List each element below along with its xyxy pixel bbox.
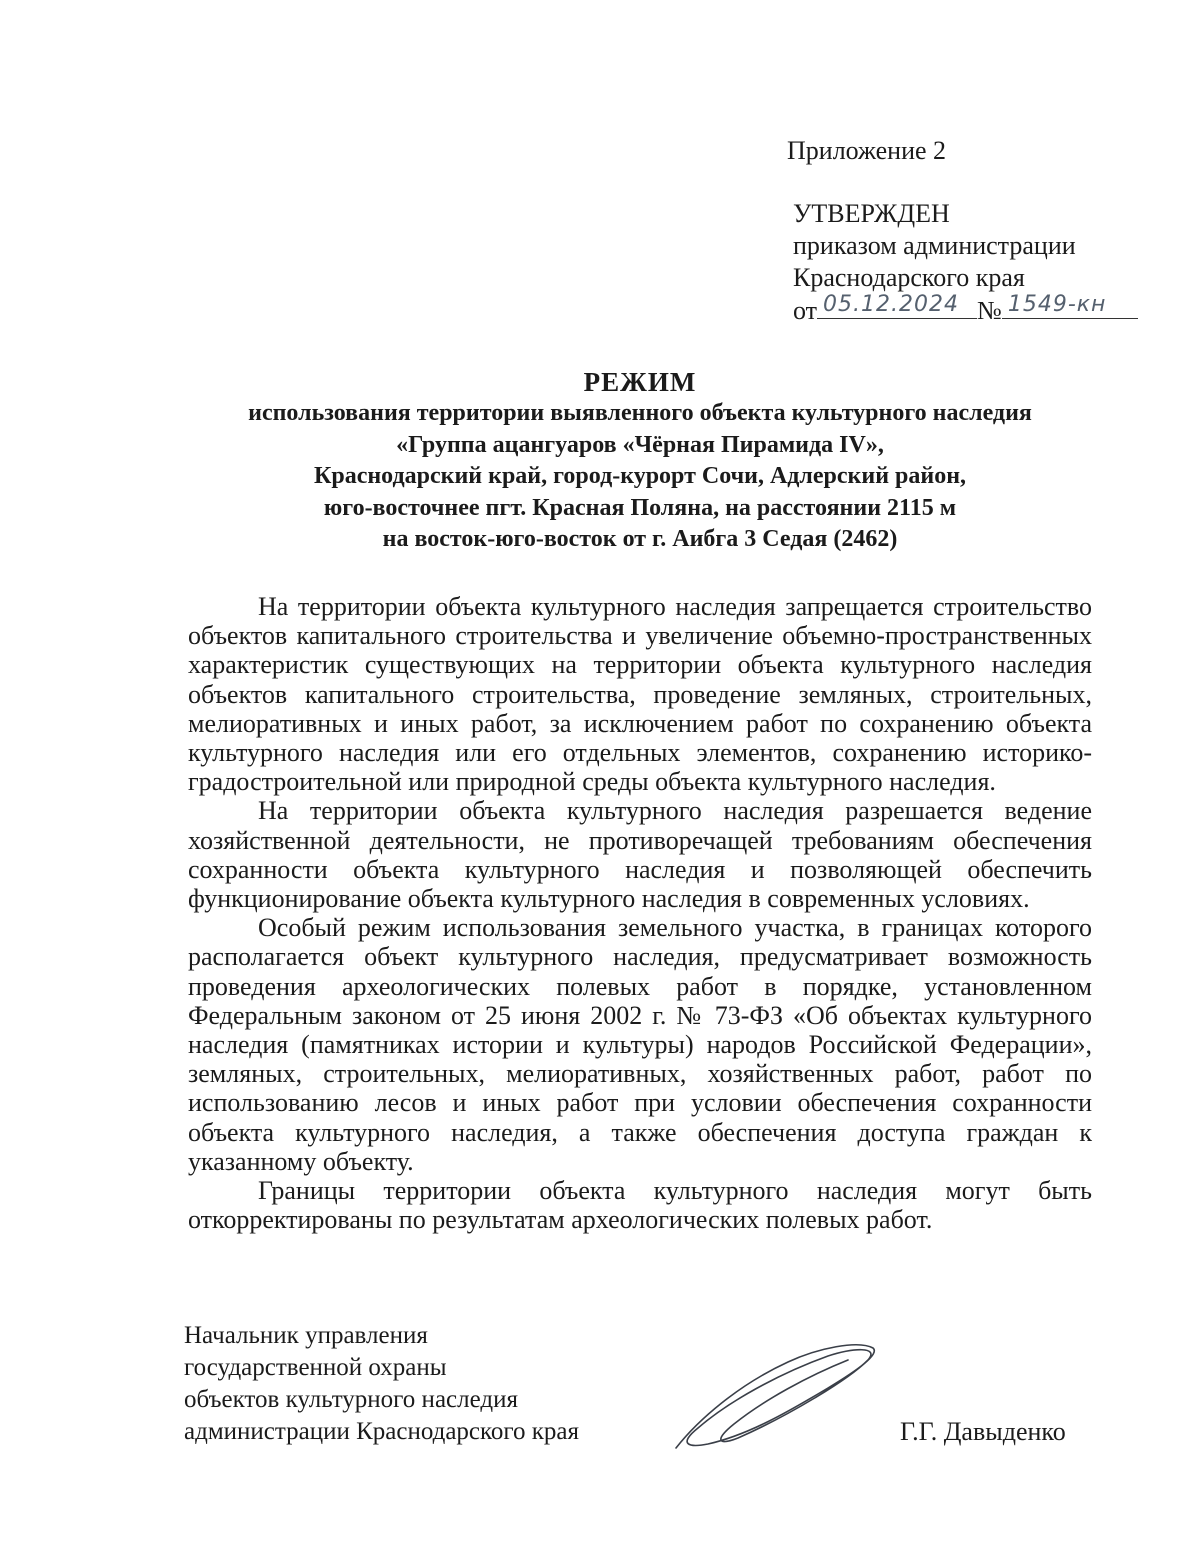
order-date-handwritten: 05.12.2024 (823, 292, 959, 317)
order-prefix: от (793, 296, 818, 325)
title-line-2: «Группа ацангуаров «Чёрная Пирамида IV», (396, 431, 884, 458)
position-line-2: государственной охраны (184, 1354, 447, 1381)
order-number-handwritten: 1549-кн (1007, 292, 1107, 317)
position-line-3: объектов культурного наследия (184, 1386, 518, 1413)
paragraph-special-regime: Особый режим использования земельного участка, в границах которого располагается объект культурного наследия, предусматривает возможность проведения археологических полевых работ в порядке, установленном Федеральным законом от 25 июня 2002 г. № 73-ФЗ «Об объектах культурного наследия (памятниках истории и культуры) народов Российской Федерации», земляных, строительных, мелиоративных, хозяйственных работ, работ по использованию лесов и иных работ при условии обеспечения сохранности объекта культурного наследия, а также обеспечения доступа граждан к указанному объекту. (188, 913, 1092, 1176)
approved-heading: УТВЕРЖДЕН (793, 199, 950, 228)
paragraph-prohibitions: На территории объекта культурного наследия запрещается строительство объектов капитального строительства и увеличение объемно-пространственных характеристик существующих на территории объекта культурного наследия объектов капитального строительства, проведение земляных, строительных, мелиоративных и иных работ, за исключением работ по сохранению объекта культурного наследия или его отдельных элементов, сохранению историко-градостроительной или природной среды объекта культурного наследия. (188, 592, 1092, 797)
appendix-label: Приложение 2 (787, 136, 947, 165)
order-date-blank (817, 294, 977, 319)
paragraph-permitted-activity: На территории объекта культурного наследия разрешается ведение хозяйственной деятельности, не противоречащей требованиям обеспечения сохранности объекта культурного наследия и позволяющей обеспечить функционирование объекта культурного наследия в современных условиях. (188, 796, 1092, 914)
approved-by-line-2: Краснодарского края (793, 263, 1025, 292)
handwritten-signature (668, 1340, 888, 1455)
order-number-blank (1002, 294, 1138, 319)
document-title (150, 366, 1130, 556)
approval-stamp-block (793, 198, 1138, 327)
document-body (188, 592, 1092, 1234)
number-sign: № (977, 296, 1002, 325)
title-line-5: на восток-юго-восток от г. Аибга 3 Седая (2462) (382, 526, 898, 552)
order-reference (793, 294, 1138, 327)
signatory-position (184, 1320, 579, 1448)
position-line-1: Начальник управления (184, 1322, 428, 1349)
signer-name: Г.Г. Давыденко (900, 1417, 1066, 1446)
title-line-4: юго-восточнее пгт. Красная Поляна, на расстоянии 2115 м (323, 494, 957, 521)
title-line-1: использования территории выявленного объекта культурного наследия (248, 400, 1032, 426)
paragraph-boundaries: Границы территории объекта культурного наследия могут быть откорректированы по результатам археологических полевых работ. (188, 1176, 1092, 1235)
title-line-3: Краснодарский край, город-курорт Сочи, Адлерский район, (313, 463, 967, 489)
position-line-4: администрации Краснодарского края (184, 1418, 580, 1445)
title-main: РЕЖИМ (583, 367, 697, 397)
approved-by-line-1: приказом администрации (793, 231, 1076, 260)
